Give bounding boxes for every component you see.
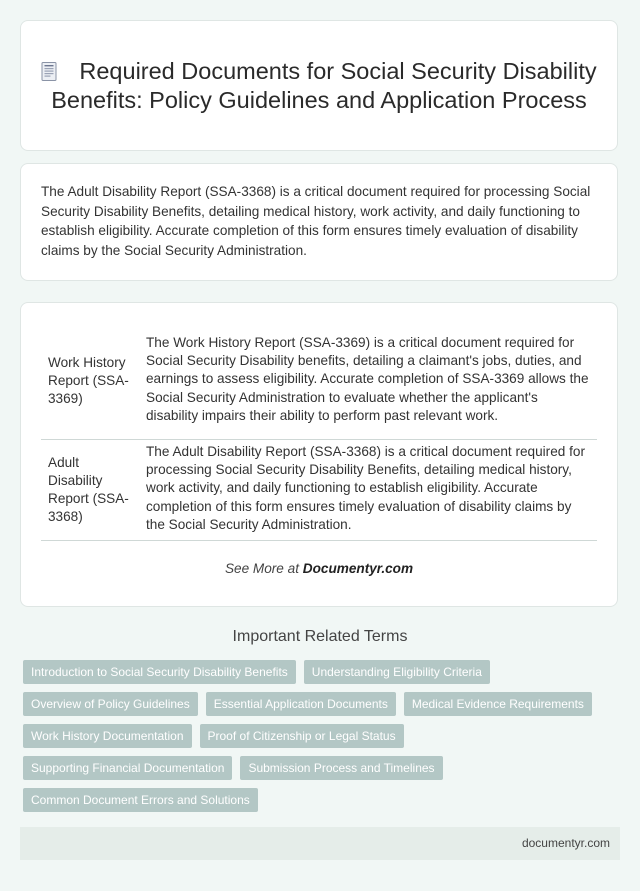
table-row-description: The Work History Report (SSA-3369) is a critical document required for Social Security Disability benefits, detailing a claimant's jobs, duties, and earnings to assess eligibility. Accurate completion of SSA-3369 allows the Social Security Administration to evaluate whether the applicant's disability impairs their ability to perform past relevant work. [140,323,597,440]
related-term-tag[interactable]: Introduction to Social Security Disability Benefits [23,660,296,684]
summary-card [20,163,618,281]
page-title-text: Required Documents for Social Security Disability Benefits: Policy Guidelines and Application Process [51,57,597,113]
related-term-tag[interactable]: Overview of Policy Guidelines [23,692,198,716]
table-row [41,323,597,440]
document-icon [41,62,57,81]
title-card [20,20,618,151]
see-more-prefix: See More at [224,561,303,577]
related-term-tag[interactable]: Supporting Financial Documentation [23,756,232,780]
see-more-link[interactable]: Documentyr.com [302,561,414,577]
related-term-tag[interactable]: Medical Evidence Requirements [404,692,592,716]
documents-table [41,323,597,541]
table-row-term: Work History Report (SSA-3369) [41,323,140,440]
related-term-tag[interactable]: Understanding Eligibility Criteria [304,660,490,684]
summary-text: The Adult Disability Report (SSA-3368) is a critical document required for processing Social Security Disability Benefits, detailing medical history, work activity, and daily functioning to establish eligibility. Accurate completion of this form ensures timely evaluation of disability claims by the Social Security Administration. [41,184,591,258]
table-row-term: Adult Disability Report (SSA-3368) [41,440,140,541]
related-terms-tags [23,660,623,820]
table-row [41,440,597,541]
related-term-tag[interactable]: Submission Process and Timelines [240,756,442,780]
footer-site[interactable]: documentyr.com [521,836,610,850]
footer [20,827,620,860]
table-row-description: The Adult Disability Report (SSA-3368) is a critical document required for processing Social Security Disability Benefits, detailing medical history, work activity, and daily functioning to establish eligibility. Accurate completion of this form ensures timely evaluation of disability claims by the Social Security Administration. [140,440,597,541]
related-term-tag[interactable]: Essential Application Documents [206,692,396,716]
related-term-tag[interactable]: Work History Documentation [23,724,192,748]
page-title [39,57,599,115]
related-terms-title: Important Related Terms [232,628,408,645]
see-more [41,561,597,576]
related-term-tag[interactable]: Common Document Errors and Solutions [23,788,258,812]
related-term-tag[interactable]: Proof of Citizenship or Legal Status [200,724,404,748]
documents-table-card [20,302,618,607]
